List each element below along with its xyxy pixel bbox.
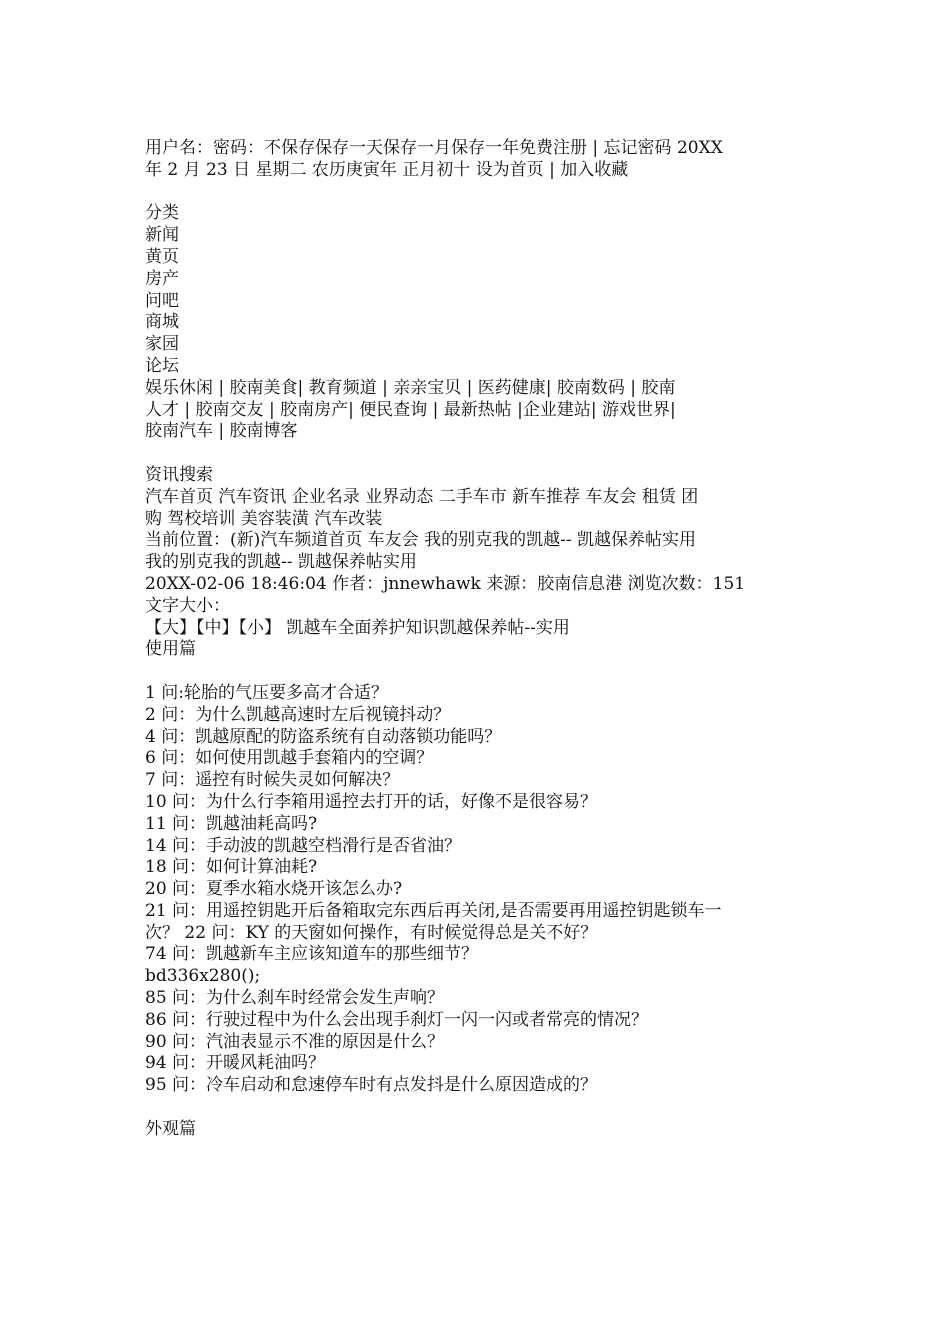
question-item: 21 问：用遥控钥匙开后备箱取完东西后再关闭,是否需要再用遥控钥匙锁车一 <box>145 900 722 921</box>
font-size-label: 文字大小： <box>145 595 230 616</box>
category-mall[interactable]: 商城 <box>145 312 179 333</box>
section-title-usage: 使用篇 <box>145 639 196 660</box>
channel-links-row-3[interactable]: 胶南汽车 | 胶南博客 <box>145 421 298 442</box>
question-list <box>145 683 810 1097</box>
section-title-appearance: 外观篇 <box>145 1118 196 1139</box>
password-label: 密码： <box>213 138 264 158</box>
date-bar <box>145 160 810 182</box>
category-news[interactable]: 新闻 <box>145 225 179 246</box>
question-item: 90 问：汽油表显示不准的原因是什么？ <box>145 1031 445 1052</box>
category-yellow-pages[interactable]: 黄页 <box>145 246 179 267</box>
question-item: 94 问：开暖风耗油吗？ <box>145 1053 326 1074</box>
username-label: 用户名： <box>145 138 213 158</box>
question-item: 14 问：手动波的凯越空档滑行是否省油？ <box>145 835 462 856</box>
auto-nav-row-1[interactable]: 汽车首页 汽车资讯 企业名录 业界动态 二手车市 新车推荐 车友会 租赁 团 <box>145 486 699 507</box>
category-forum[interactable]: 论坛 <box>145 355 179 376</box>
headline-row <box>145 618 810 640</box>
date-text: 年 2 月 23 日 星期二 农历庚寅年 正月初十 <box>145 159 471 180</box>
category-title: 分类 <box>145 203 179 224</box>
question-item: 次？ 22 问：KY 的天窗如何操作，有时候觉得总是关不好？ <box>145 922 598 943</box>
question-item: 4 问：凯越原配的防盗系统有自动落锁功能吗？ <box>145 726 502 747</box>
auto-nav-row-2[interactable]: 购 驾校培训 美容装潢 汽车改装 <box>145 508 383 529</box>
register-link[interactable]: 免费注册 <box>519 138 587 158</box>
remember-option-month[interactable]: 保存一月 <box>383 138 451 158</box>
question-item: 10 问：为什么行李箱用遥控去打开的话，好像不是很容易？ <box>145 791 598 812</box>
remember-option-none[interactable]: 不保存 <box>264 138 315 158</box>
add-favorite-link[interactable]: 加入收藏 <box>560 159 629 180</box>
article-title: 我的别克我的凯越-- 凯越保养帖实用 <box>145 552 417 573</box>
question-item: 6 问：如何使用凯越手套箱内的空调？ <box>145 748 434 769</box>
question-item: 86 问：行驶过程中为什么会出现手刹灯一闪一闪或者常亮的情况？ <box>145 1009 649 1030</box>
ad-placeholder-code: bd336x280(); <box>145 966 261 987</box>
remember-option-day[interactable]: 保存一天 <box>315 138 383 158</box>
font-size-options[interactable]: 【大】【中】【小】 <box>145 617 281 638</box>
search-title: 资讯搜索 <box>145 464 213 485</box>
question-item: 7 问：遥控有时候失灵如何解决？ <box>145 770 400 791</box>
question-item: 18 问：如何计算油耗? <box>145 857 318 878</box>
breadcrumb: 当前位置：(新)汽车频道首页 车友会 我的别克我的凯越-- 凯越保养帖实用 <box>145 530 696 551</box>
question-item: 2 问：为什么凯越高速时左后视镜抖动？ <box>145 704 451 725</box>
article-headline: 凯越车全面养护知识凯越保养帖--实用 <box>281 617 570 638</box>
page-content <box>145 138 810 1141</box>
forgot-password-link[interactable]: 忘记密码 <box>603 138 672 158</box>
category-home[interactable]: 家园 <box>145 334 179 355</box>
question-item: 20 问：夏季水箱水烧开该怎么办? <box>145 879 403 900</box>
article-meta: 20XX-02-06 18:46:04 作者：jnnewhawk 来源：胶南信息港 浏览次数：151 <box>145 573 746 594</box>
separator: | <box>549 159 555 180</box>
channel-links-row-2[interactable]: 人才 | 胶南交友 | 胶南房产| 便民查询 | 最新热帖 |企业建站| 游戏世界| <box>145 399 676 420</box>
question-item: 95 问：冷车启动和怠速停车时有点发抖是什么原因造成的？ <box>145 1075 598 1096</box>
separator: | <box>592 138 599 158</box>
category-ask[interactable]: 问吧 <box>145 290 179 311</box>
login-bar <box>145 138 810 160</box>
channel-links-row-1[interactable]: 娱乐休闲 | 胶南美食| 教育频道 | 亲亲宝贝 | 医药健康| 胶南数码 | 胶南 <box>145 377 676 398</box>
set-home-link[interactable]: 设为首页 <box>475 159 544 180</box>
question-item: 1 问:轮胎的气压要多高才合适？ <box>145 682 388 703</box>
remember-option-year[interactable]: 保存一年 <box>451 138 519 158</box>
date-year-prefix: 20XX <box>676 138 723 158</box>
question-item: 85 问：为什么刹车时经常会发生声响？ <box>145 988 445 1009</box>
question-item: 74 问：凯越新车主应该知道车的那些细节？ <box>145 944 479 965</box>
category-real-estate[interactable]: 房产 <box>145 268 179 289</box>
question-item: 11 问：凯越油耗高吗? <box>145 813 318 834</box>
